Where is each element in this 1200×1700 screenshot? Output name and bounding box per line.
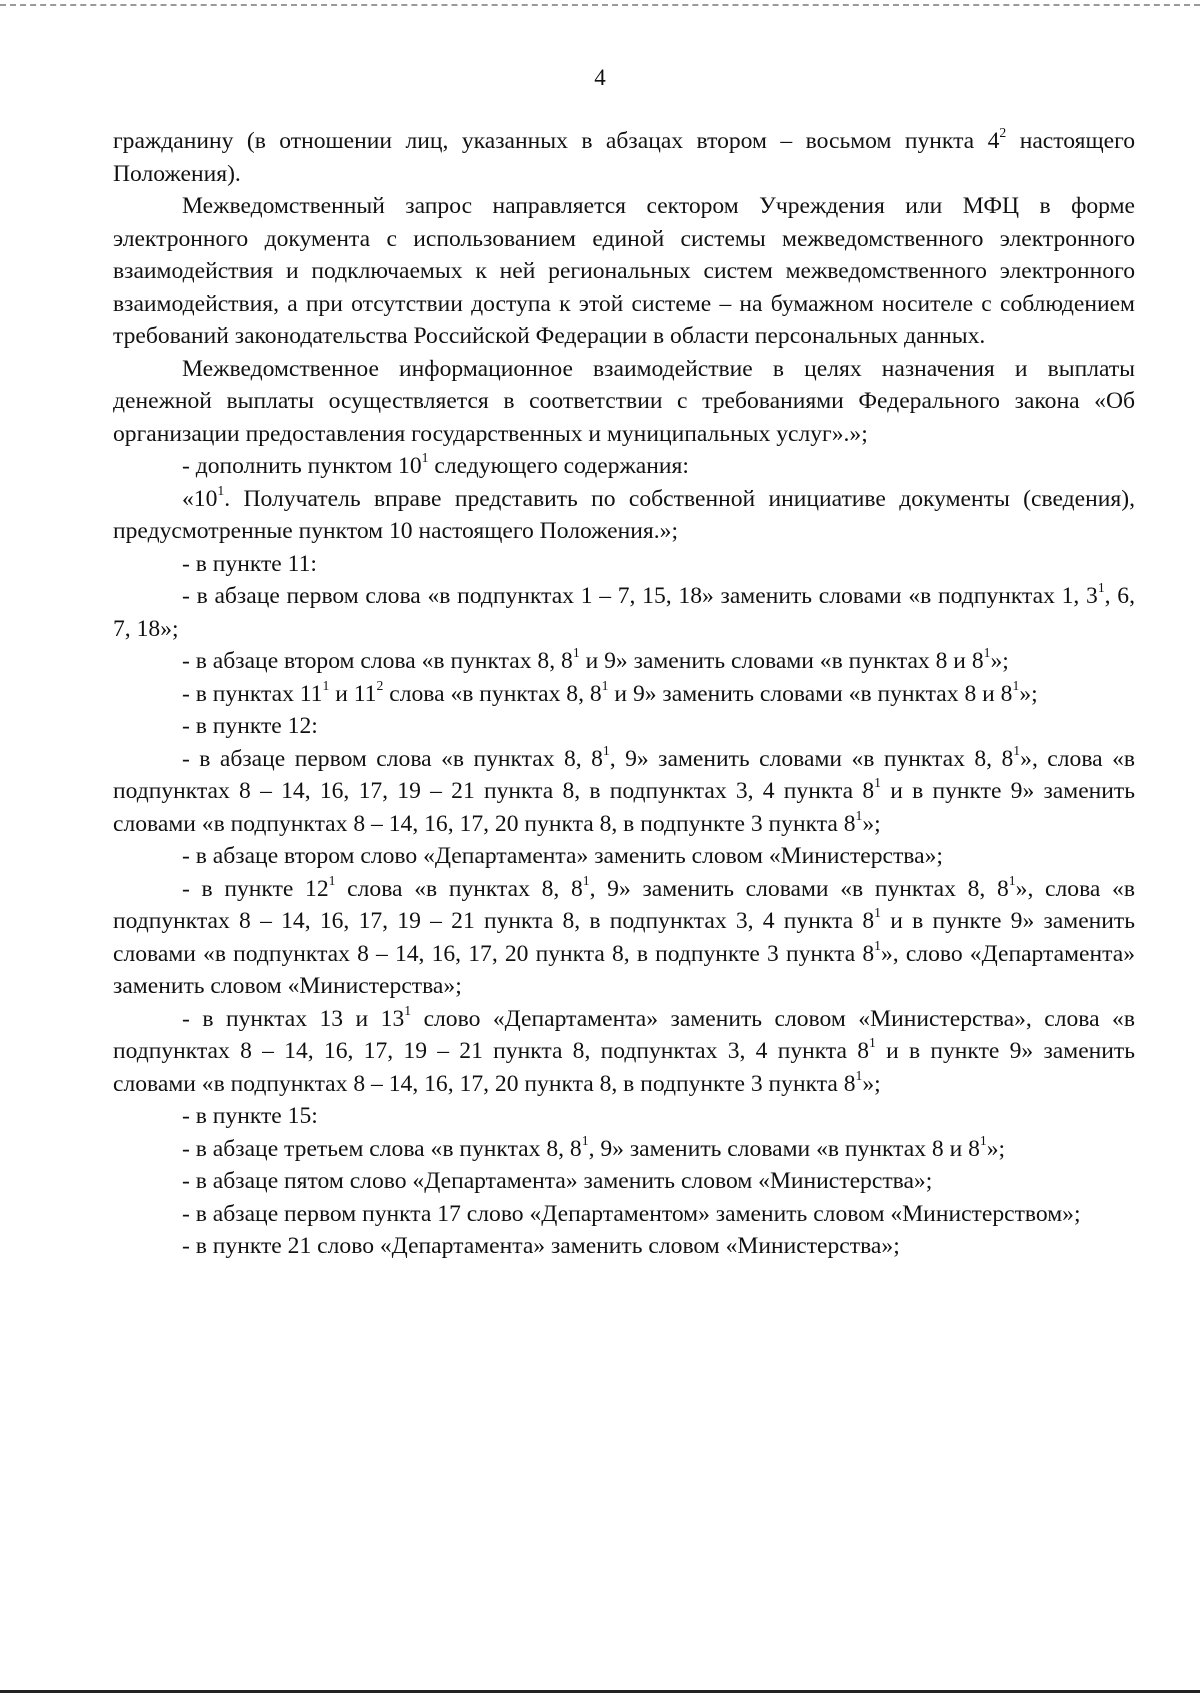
paragraph: - в пункте $12^1$ слова «в пунктах 8, $8^1$, 9» заменить словами «в пунктах 8, $8^1$», слова «в подпунктах 8 – 14, 16, 17, 19 – 21 пункта 8, в подпунктах 3, 4 пункта $8^1$ и в пункте 9» заменить словами «в подпунктах 8 – 14, 16, 17, 20 пункта 8, в подпункте 3 пункта $8^1$», слово «Департамента» заменить словом «Министерства»; (113, 872, 1136, 999)
paragraph: - в пунктах $11^1$ и $11^2$ слова «в пунктах 8, $8^1$ и 9» заменить словами «в пунктах 8 и $8^1$»; (182, 677, 1038, 707)
scan-top-edge (0, 4, 1200, 6)
paragraph: - в абзаце пятом слово «Департамента» заменить словом «Министерства»; (182, 1168, 933, 1194)
paragraph: - в абзаце первом слова «в пунктах 8, $8^1$, 9» заменить словами «в пунктах 8, $8^1$», слова «в подпунктах 8 – 14, 16, 17, 19 – 21 пункта 8, в подпунктах 3, 4 пункта $8^1$ и в пункте 9» заменить словами «в подпунктах 8 – 14, 16, 17, 20 пункта 8, в подпункте 3 пункта $8^1$»; (113, 742, 1136, 837)
paragraph: - дополнить пунктом $10^1$ следующего содержания: (182, 450, 689, 479)
paragraph: гражданину (в отношении лиц, указанных в абзацах втором – восьмом пункта $4^2$ настоящего Положения). (113, 125, 1135, 187)
paragraph: - в пунктах 13 и $13^1$ слово «Департамента» заменить словом «Министерства», слова «в подпунктах 8 – 14, 16, 17, 19 – 21 пункта 8, подпунктах 3, 4 пункта $8^1$ и в пункте 9» заменить словами «в подпунктах 8 – 14, 16, 17, 20 пункта 8, в подпункте 3 пункта $8^1$»; (113, 1002, 1135, 1097)
paragraph: - в пункте 11: (182, 550, 317, 577)
paragraph: - в пункте 12: (182, 713, 318, 739)
paragraph: Межведомственное информационное взаимодействие в целях назначения и выплаты денежной выплаты осуществляется в соответствии с требованиями Федерального закона «Об организации предоставления государственных и муниципальных услуг».»; (113, 355, 1135, 447)
paragraph: «$10^1$. Получатель вправе представить по собственной инициативе документы (сведения), предусмотренные пунктом 10 настоящего Положения.»; (113, 482, 1135, 544)
document-body (113, 125, 1135, 1263)
paragraph: - в абзаце третьем слова «в пунктах 8, $8^1$, 9» заменить словами «в пунктах 8 и $8^1$»; (182, 1132, 1006, 1162)
page-number: 4 (594, 65, 606, 90)
paragraph: - в абзаце первом слова «в подпунктах 1 – 7, 15, 18» заменить словами «в подпунктах 1, $3^1$, 6, 7, 18»; (113, 580, 1135, 642)
paragraph: - в абзаце первом пункта 17 слово «Департаментом» заменить словом «Министерством»; (182, 1200, 1081, 1227)
paragraph: - в абзаце втором слова «в пунктах 8, $8^1$ и 9» заменить словами «в пунктах 8 и $8^1$»; (182, 645, 1009, 674)
paragraph: - в пункте 21 слово «Департамента» заменить словом «Министерства»; (182, 1233, 900, 1259)
paragraph: - в пункте 15: (182, 1103, 318, 1129)
scan-bottom-edge (0, 1690, 1200, 1693)
paragraph: - в абзаце втором слово «Департамента» заменить словом «Министерства»; (182, 843, 943, 869)
paragraph: Межведомственный запрос направляется сектором Учреждения или МФЦ в форме электронного документа с использованием единой системы межведомственного электронного взаимодействия и подключаемых к ней региональных систем межведомственного электронного взаимодействия, а при отсутствии доступа к этой системе – на бумажном носителе с соблюдением требований законодательства Российской Федерации в области персональных данных. (113, 193, 1135, 349)
